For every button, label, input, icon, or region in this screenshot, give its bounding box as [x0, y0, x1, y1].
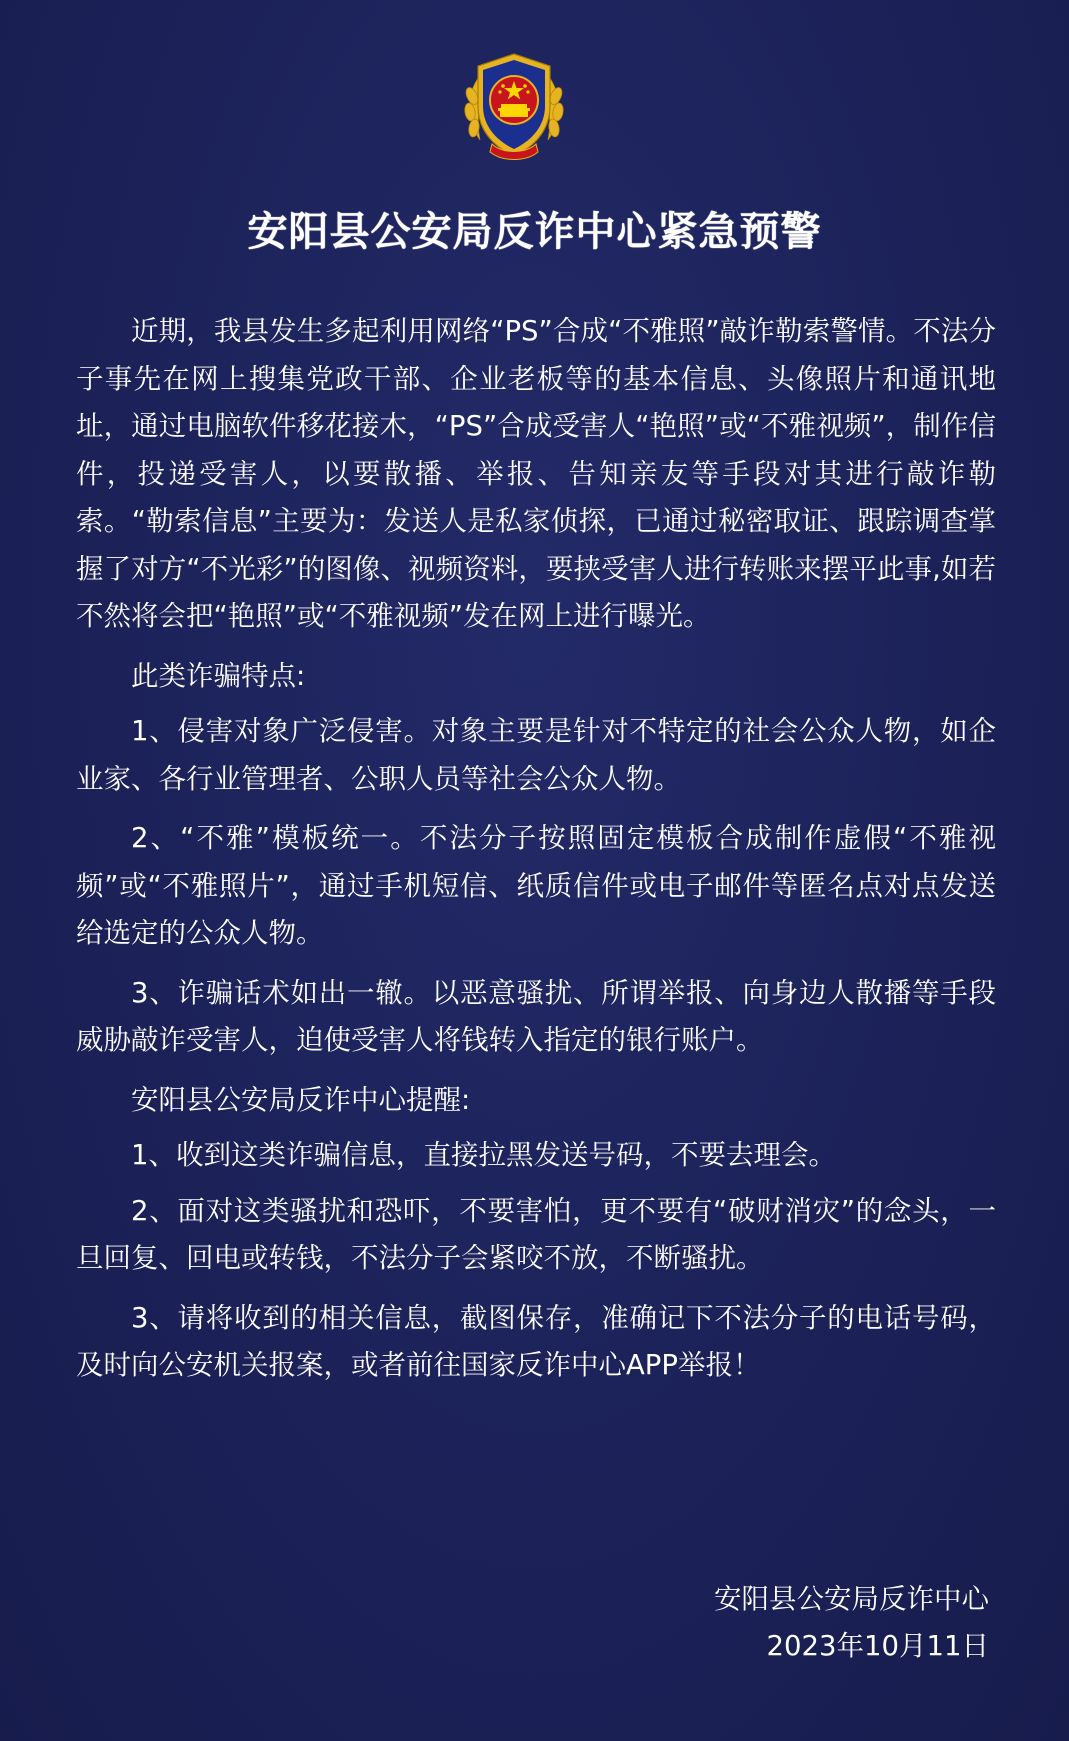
signature-block [714, 1576, 989, 1670]
feature-item: 3、诈骗话术如出一辙。以恶意骚扰、所谓举报、向身边人散播等手段威胁敲诈受害人，迫使受害人将钱转入指定的银行账户。 [76, 976, 996, 1056]
page-title: 安阳县公安局反诈中心紧急预警 [247, 209, 822, 255]
reminder-item: 2、面对这类骚扰和恐吓，不要害怕，更不要有“破财消灾”的念头，一旦回复、回电或转钱，不法分子会紧咬不放，不断骚扰。 [76, 1194, 996, 1274]
reminder-item: 3、请将收到的相关信息，截图保存，准确记下不法分子的电话号码，及时向公安机关报案，或者前往国家反诈中心APP举报！ [76, 1301, 996, 1381]
notice-body [76, 308, 996, 1402]
reminder-item: 1、收到这类诈骗信息，直接拉黑发送号码，不要去理会。 [131, 1139, 836, 1171]
reminders-heading: 安阳县公安局反诈中心提醒: [131, 1083, 471, 1116]
intro-paragraph: 近期，我县发生多起利用网络“PS”合成“不雅照”敲诈勒索警情。不法分子事先在网上搜集党政干部、企业老板等的基本信息、头像照片和通讯地址，通过电脑软件移花接木，“PS”合成受害人“艳照”或“不雅视频”，制作信件，投递受害人，以要散播、举报、告知亲友等手段对其进行敲诈勒索。“勒索信息”主要为：发送人是私家侦探，已通过秘密取证、跟踪调查掌握了对方“不光彩”的图像、视频资料，要挟受害人进行转账来摆平此事,如若不然将会把“艳照”或“不雅视频”发在网上进行曝光。 [76, 315, 996, 632]
feature-item: 1、侵害对象广泛侵害。对象主要是针对不特定的社会公众人物，如企业家、各行业管理者、公职人员等社会公众人物。 [76, 715, 996, 795]
signature-org: 安阳县公安局反诈中心 [714, 1583, 989, 1615]
signature-date: 2023年10月11日 [766, 1630, 989, 1662]
features-heading: 此类诈骗特点: [131, 659, 306, 692]
police-emblem-icon [458, 48, 570, 166]
feature-item: 2、“不雅”模板统一。不法分子按照固定模板合成制作虚假“不雅视频”或“不雅照片”，通过手机短信、纸质信件或电子邮件等匿名点对点发送给选定的公众人物。 [76, 822, 996, 949]
